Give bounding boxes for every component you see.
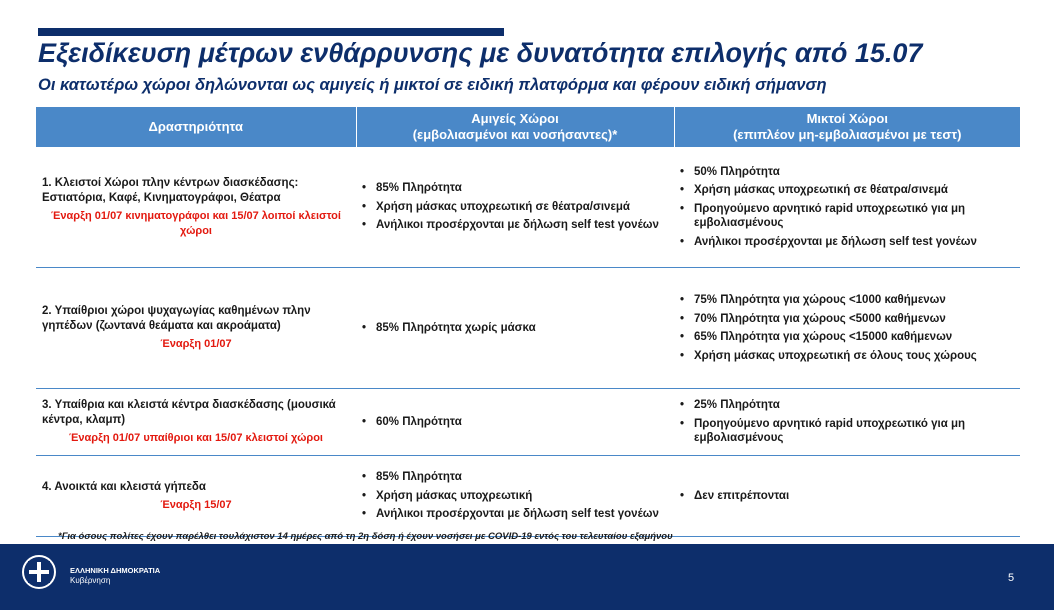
header-pure-spaces: Αμιγείς Χώροι (εμβολιασμένοι και νοσήσαντες)* xyxy=(356,107,674,147)
list-item: • Χρήση μάσκας υποχρεωτική σε όλους τους χώρους xyxy=(680,349,1014,364)
list-item: • 85% Πληρότητα χωρίς μάσκα xyxy=(362,321,668,336)
start-date-note: Έναρξη 01/07 υπαίθριοι και 15/07 κλειστοί χώροι xyxy=(69,432,323,445)
activity-text: 1. Κλειστοί Χώροι πλην κέντρων διασκέδασης: Εστιατόρια, Καφέ, Κινηματογράφοι, Θέατρα xyxy=(42,177,299,204)
page-number: 5 xyxy=(1008,572,1015,584)
table-row xyxy=(36,268,1020,389)
mixed-cell xyxy=(674,268,1020,389)
start-date-note: Έναρξη 15/07 xyxy=(160,499,232,511)
mixed-cell xyxy=(674,147,1020,268)
list-item: • Χρήση μάσκας υποχρεωτική xyxy=(362,489,668,504)
activity-cell xyxy=(36,389,356,456)
list-item: • Προηγούμενο αρνητικό rapid υποχρεωτικό για μη εμβολιασμένους xyxy=(680,417,1014,446)
mixed-cell xyxy=(674,389,1020,456)
list-item: • 85% Πληρότητα xyxy=(362,470,668,485)
pure-cell xyxy=(356,456,674,537)
list-item: • Προηγούμενο αρνητικό rapid υποχρεωτικό για μη εμβολιασμένους xyxy=(680,202,1014,231)
list-item: • 25% Πληρότητα xyxy=(680,398,1014,413)
footer-bar xyxy=(0,544,1054,610)
pure-cell xyxy=(356,389,674,456)
list-item: • Χρήση μάσκας υποχρεωτική σε θέατρα/σινεμά xyxy=(362,200,668,215)
org-name: ΕΛΛΗΝΙΚΗ ΔΗΜΟΚΡΑΤΙΑ xyxy=(70,566,161,575)
pure-cell xyxy=(356,268,674,389)
list-item: • Χρήση μάσκας υποχρεωτική σε θέατρα/σινεμά xyxy=(680,183,1014,198)
table-row xyxy=(36,456,1020,537)
header-mixed-spaces: Μικτοί Χώροι (επιπλέον μη-εμβολιασμένοι με τεστ) xyxy=(674,107,1020,147)
slide-title: Εξειδίκευση μέτρων ενθάρρυνσης με δυνατότητα επιλογής από 15.07 xyxy=(38,38,923,68)
footnote: *Για όσους πολίτες έχουν παρέλθει τουλάχιστον 14 ημέρες από τη 2η δόση ή έχουν νοσήσει με COVID-19 εντός του τελευταίου εξαμήνου xyxy=(58,531,673,542)
list-item: • Ανήλικοι προσέρχονται με δήλωση self test γονέων xyxy=(362,507,668,522)
header-activity: Δραστηριότητα xyxy=(36,107,356,147)
start-date-note: Έναρξη 01/07 xyxy=(160,338,232,351)
title-accent-bar xyxy=(38,28,504,36)
activity-text: 2. Υπαίθριοι χώροι ψυχαγωγίας καθημένων πλην γηπέδων (ζωντανά θεάματα και ακροάματα) xyxy=(42,305,311,332)
greek-flag-emblem-icon xyxy=(22,555,56,589)
measures-table xyxy=(36,107,1020,537)
list-item: • 65% Πληρότητα για χώρους <15000 καθήμενων xyxy=(680,330,1014,345)
slide-subtitle: Οι κατωτέρω χώροι δηλώνονται ως αμιγείς ή μικτοί σε ειδική πλατφόρμα και φέρουν ειδική σήμανση xyxy=(38,76,827,94)
table-row xyxy=(36,389,1020,456)
mixed-cell xyxy=(674,456,1020,537)
list-item: • Ανήλικοι προσέρχονται με δήλωση self test γονέων xyxy=(680,235,1014,250)
list-item: • 50% Πληρότητα xyxy=(680,165,1014,180)
list-item: • Ανήλικοι προσέρχονται με δήλωση self test γονέων xyxy=(362,218,668,233)
list-item: • 60% Πληρότητα xyxy=(362,415,668,430)
pure-cell xyxy=(356,147,674,268)
table-row xyxy=(36,147,1020,268)
activity-text: 4. Ανοικτά και κλειστά γήπεδα xyxy=(42,480,206,493)
activity-cell xyxy=(36,456,356,537)
org-subtitle: Κυβέρνηση xyxy=(70,576,111,585)
activity-text: 3. Υπαίθρια και κλειστά κέντρα διασκέδασης (μουσικά κέντρα, κλαμπ) xyxy=(42,399,336,426)
list-item: • 75% Πληρότητα για χώρους <1000 καθήμενων xyxy=(680,293,1014,308)
list-item: • 85% Πληρότητα xyxy=(362,181,668,196)
table-header-row xyxy=(36,107,1020,147)
start-date-note: Έναρξη 01/07 κινηματογράφοι και 15/07 λοιποί κλειστοί χώροι xyxy=(51,210,341,237)
activity-cell xyxy=(36,268,356,389)
activity-cell xyxy=(36,147,356,268)
list-item: • Δεν επιτρέπονται xyxy=(680,489,1014,504)
list-item: • 70% Πληρότητα για χώρους <5000 καθήμενων xyxy=(680,312,1014,327)
